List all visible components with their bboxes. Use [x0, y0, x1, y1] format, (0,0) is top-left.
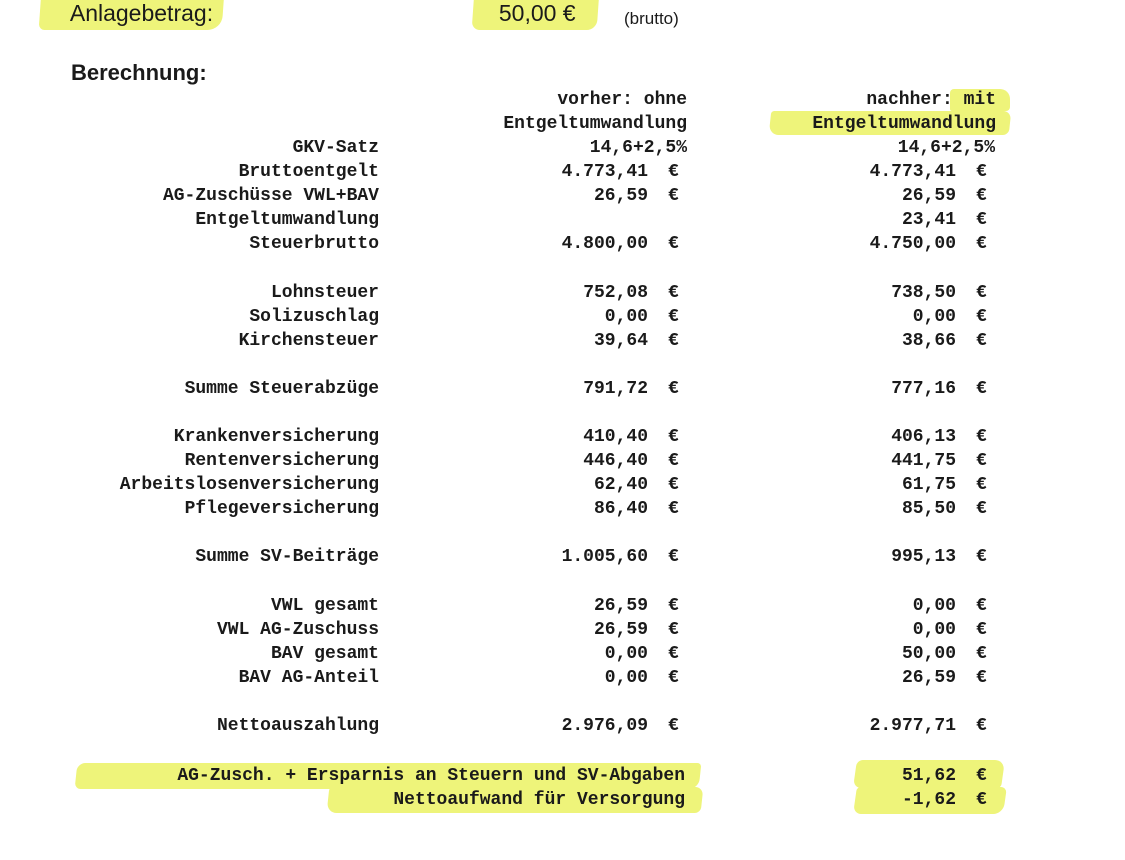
row-after-currency: €: [976, 331, 987, 351]
row-before-value: 752,08: [583, 283, 648, 303]
table-row: [0, 545, 1125, 569]
row-after-currency: €: [976, 162, 987, 182]
row-label: VWL gesamt: [270, 596, 379, 616]
row-before-value: 791,72: [583, 379, 648, 399]
row-label: Rentenversicherung: [184, 451, 379, 471]
table-row: [0, 497, 1125, 521]
table-row: [0, 305, 1125, 329]
row-label: BAV AG-Anteil: [238, 668, 379, 688]
row-after-value: 0,00: [912, 307, 956, 327]
row-before-currency: €: [668, 547, 679, 567]
row-after-value: 85,50: [901, 499, 956, 519]
row-label: Krankenversicherung: [173, 427, 379, 447]
summary-row-savings: [0, 764, 1125, 788]
row-before-currency: €: [668, 186, 679, 206]
row-before-currency: €: [668, 427, 679, 447]
row-label: Steuerbrutto: [249, 234, 379, 254]
table-row: [0, 666, 1125, 690]
row-after-currency: €: [976, 596, 987, 616]
row-after-value: 14,6+2,5%: [897, 138, 995, 158]
row-before-value: 4.773,41: [561, 162, 648, 182]
row-after-currency: €: [976, 307, 987, 327]
row-label: Nettoauszahlung: [216, 716, 379, 736]
row-label: Solizuschlag: [249, 307, 379, 327]
row-after-value: 50,00: [901, 644, 956, 664]
row-after-currency: €: [976, 547, 987, 567]
row-label: VWL AG-Zuschuss: [216, 620, 379, 640]
row-before-currency: €: [668, 283, 679, 303]
row-before-value: 0,00: [604, 644, 648, 664]
row-after-currency: €: [976, 668, 987, 688]
row-label: Lohnsteuer: [270, 283, 379, 303]
row-before-value: 410,40: [583, 427, 648, 447]
row-label: Bruttoentgelt: [238, 162, 379, 182]
anlagebetrag-value: 50,00 €: [472, 0, 599, 30]
table-row: [0, 449, 1125, 473]
row-after-currency: €: [976, 716, 987, 736]
anlagebetrag-note: (brutto): [624, 9, 679, 28]
table-row: [0, 232, 1125, 256]
column-header-after-line1: nachher: mit: [866, 90, 996, 110]
column-header-before: [440, 88, 687, 136]
table-row: [0, 281, 1125, 305]
row-before-value: 62,40: [593, 475, 648, 495]
row-label: Pflegeversicherung: [184, 499, 379, 519]
row-after-currency: €: [976, 379, 987, 399]
row-before-currency: €: [668, 162, 679, 182]
row-after-currency: €: [976, 644, 987, 664]
row-before-value: 14,6+2,5%: [589, 138, 687, 158]
row-after-value: 23,41: [901, 210, 956, 230]
row-after-value: 26,59: [901, 186, 956, 206]
row-after-value: 61,75: [901, 475, 956, 495]
row-after-value: 738,50: [891, 283, 956, 303]
summary-label: Nettoaufwand für Versorgung: [393, 790, 685, 810]
table-row: [0, 160, 1125, 184]
row-after-currency: €: [976, 186, 987, 206]
row-before-currency: €: [668, 716, 679, 736]
row-before-currency: €: [668, 331, 679, 351]
row-after-currency: €: [976, 451, 987, 471]
anlagebetrag-label: Anlagebetrag:: [39, 0, 225, 30]
row-after-value: 2.977,71: [869, 716, 956, 736]
table-row: [0, 642, 1125, 666]
table-row: [0, 208, 1125, 232]
row-after-value: 406,13: [891, 427, 956, 447]
row-before-value: 0,00: [604, 307, 648, 327]
row-before-currency: €: [668, 668, 679, 688]
table-row: [0, 425, 1125, 449]
row-before-value: 39,64: [593, 331, 648, 351]
summary-label: AG-Zusch. + Ersparnis an Steuern und SV-Abgaben: [177, 766, 685, 786]
row-before-value: 1.005,60: [561, 547, 648, 567]
row-after-value: 0,00: [912, 596, 956, 616]
table-row: [0, 136, 1125, 160]
row-after-value: 4.773,41: [869, 162, 956, 182]
table-row: [0, 594, 1125, 618]
row-label: Summe SV-Beiträge: [195, 547, 379, 567]
row-after-currency: €: [976, 283, 987, 303]
row-after-currency: €: [976, 427, 987, 447]
row-after-currency: €: [976, 210, 987, 230]
row-before-value: 26,59: [593, 596, 648, 616]
summary-value: -1,62: [901, 790, 956, 810]
row-label: Kirchensteuer: [238, 331, 379, 351]
column-header-before-line1: vorher: ohne: [557, 90, 687, 110]
summary-currency: €: [976, 790, 987, 810]
row-after-currency: €: [976, 499, 987, 519]
row-before-currency: €: [668, 234, 679, 254]
row-before-value: 26,59: [593, 620, 648, 640]
row-before-value: 26,59: [593, 186, 648, 206]
row-before-currency: €: [668, 620, 679, 640]
row-after-value: 0,00: [912, 620, 956, 640]
row-label: Summe Steuerabzüge: [184, 379, 379, 399]
row-label: AG-Zuschüsse VWL+BAV: [162, 186, 379, 206]
summary-value: 51,62: [901, 766, 956, 786]
row-before-value: 0,00: [604, 668, 648, 688]
row-before-value: 2.976,09: [561, 716, 648, 736]
table-row: [0, 184, 1125, 208]
column-header-after-line2: Entgeltumwandlung: [812, 114, 996, 134]
row-after-value: 26,59: [901, 668, 956, 688]
column-header-before-line2: Entgeltumwandlung: [503, 114, 687, 134]
row-after-currency: €: [976, 620, 987, 640]
row-after-value: 995,13: [891, 547, 956, 567]
row-after-currency: €: [976, 234, 987, 254]
row-after-value: 4.750,00: [869, 234, 956, 254]
row-after-value: 441,75: [891, 451, 956, 471]
table-row: [0, 329, 1125, 353]
summary-row-net-cost: [0, 788, 1125, 812]
row-before-currency: €: [668, 379, 679, 399]
table-row: [0, 618, 1125, 642]
row-label: Arbeitslosenversicherung: [119, 475, 379, 495]
summary-currency: €: [976, 766, 987, 786]
row-before-value: 4.800,00: [561, 234, 648, 254]
row-before-currency: €: [668, 451, 679, 471]
row-after-currency: €: [976, 475, 987, 495]
row-before-currency: €: [668, 475, 679, 495]
row-label: BAV gesamt: [270, 644, 379, 664]
table-row: [0, 714, 1125, 738]
row-label: Entgeltumwandlung: [195, 210, 379, 230]
table-row: [0, 377, 1125, 401]
column-header-after: [740, 88, 996, 136]
row-after-value: 777,16: [891, 379, 956, 399]
row-label: GKV-Satz: [292, 138, 379, 158]
row-before-currency: €: [668, 644, 679, 664]
row-before-value: 446,40: [583, 451, 648, 471]
table-row: [0, 473, 1125, 497]
section-title: Berechnung:: [71, 60, 207, 85]
row-before-value: 86,40: [593, 499, 648, 519]
row-before-currency: €: [668, 307, 679, 327]
row-before-currency: €: [668, 499, 679, 519]
row-after-value: 38,66: [901, 331, 956, 351]
row-before-currency: €: [668, 596, 679, 616]
